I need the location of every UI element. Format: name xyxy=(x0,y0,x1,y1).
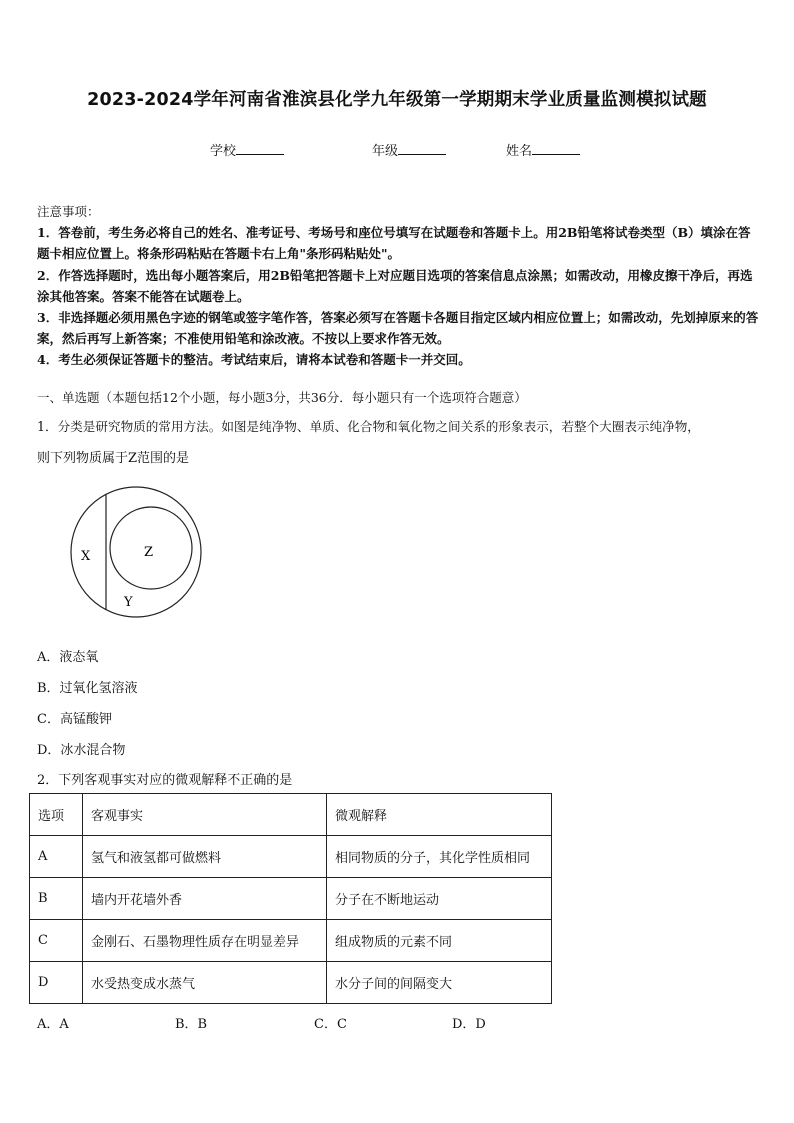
school-field xyxy=(210,140,284,159)
name-label: 姓名 xyxy=(506,144,533,159)
q1-option-a: A．液态氧 xyxy=(37,650,99,665)
table-row xyxy=(30,836,552,878)
table-row xyxy=(30,962,552,1004)
q1-stem-line2: 则下列物质属于Z范围的是 xyxy=(37,451,190,466)
table-header-cell: 客观事实 xyxy=(83,794,327,836)
q1-stem-line1: 1．分类是研究物质的常用方法。如图是纯净物、单质、化合物和氧化物之间关系的形象表示，若整个大圈表示纯净物， xyxy=(37,419,700,434)
q2-answer-d: D．D xyxy=(452,1017,486,1032)
name-field xyxy=(506,140,580,159)
table-header-cell: 微观解释 xyxy=(327,794,552,836)
section-heading: 一、单选题（本题包括12个小题，每小题3分，共36分．每小题只有一个选项符合题意） xyxy=(37,390,527,405)
note-item: 4．考生必须保证答题卡的整洁。考试结束后，请将本试卷和答题卡一并交回。 xyxy=(37,352,471,368)
school-blank xyxy=(236,142,284,155)
table-cell: 分子在不断地运动 xyxy=(327,878,552,920)
table-cell: 水受热变成水蒸气 xyxy=(83,962,327,1004)
label-z: Z xyxy=(144,545,154,560)
table-header-cell: 选项 xyxy=(30,794,83,836)
notes-section xyxy=(37,201,759,371)
table-cell: 组成物质的元素不同 xyxy=(327,920,552,962)
table-cell: 相同物质的分子，其化学性质相同 xyxy=(327,836,552,878)
q2-stem: 2．下列客观事实对应的微观解释不正确的是 xyxy=(37,773,293,788)
table-cell: 墙内开花墙外香 xyxy=(83,878,327,920)
table-header-row xyxy=(30,794,552,836)
q2-answer-c: C．C xyxy=(314,1017,347,1032)
table-cell: B xyxy=(30,878,83,920)
table-cell: D xyxy=(30,962,83,1004)
page-title: 2023-2024学年河南省淮滨县化学九年级第一学期期末学业质量监测模拟试题 xyxy=(87,90,707,110)
grade-blank xyxy=(398,142,446,155)
q1-option-d: D．冰水混合物 xyxy=(37,743,126,758)
outer-circle xyxy=(71,487,201,617)
q2-answer-a: A．A xyxy=(37,1017,69,1032)
q1-option-b: B．过氧化氢溶液 xyxy=(37,681,138,696)
note-item: 2．作答选择题时，选出每小题答案后，用2B铅笔把答题卡上对应题目选项的答案信息点涂黑；如需改动，用橡皮擦干净后，再选涂其他答案。答案不能答在试题卷上。 xyxy=(37,267,753,304)
note-item: 3．非选择题必须用黑色字迹的钢笔或签字笔作答，答案必须写在答题卡各题目指定区域内相应位置上；如需改动，先划掉原来的答案，然后再写上新答案；不准使用铅笔和涂改液。不按以上要求作答无效。 xyxy=(37,310,759,347)
label-x: X xyxy=(81,549,91,564)
table-cell: 水分子间的间隔变大 xyxy=(327,962,552,1004)
table-cell: A xyxy=(30,836,83,878)
label-y: Y xyxy=(124,595,133,610)
table-row xyxy=(30,920,552,962)
table-row xyxy=(30,878,552,920)
q2-table xyxy=(29,793,552,1004)
grade-field xyxy=(372,140,446,159)
table-cell: C xyxy=(30,920,83,962)
notes-heading: 注意事项： xyxy=(37,204,100,219)
classification-diagram xyxy=(60,484,210,620)
grade-label: 年级 xyxy=(372,144,399,159)
school-label: 学校 xyxy=(210,144,237,159)
table-cell: 金刚石、石墨物理性质存在明显差异 xyxy=(83,920,327,962)
table-cell: 氢气和液氢都可做燃料 xyxy=(83,836,327,878)
name-blank xyxy=(532,142,580,155)
note-item: 1．答卷前，考生务必将自己的姓名、准考证号、考场号和座位号填写在试题卷和答题卡上。用2B铅笔将试卷类型（B）填涂在答题卡相应位置上。将条形码粘贴在答题卡右上角"条形码粘贴处"。 xyxy=(37,225,751,262)
q1-option-c: C．高锰酸钾 xyxy=(37,712,112,727)
q2-answer-b: B．B xyxy=(175,1017,208,1032)
